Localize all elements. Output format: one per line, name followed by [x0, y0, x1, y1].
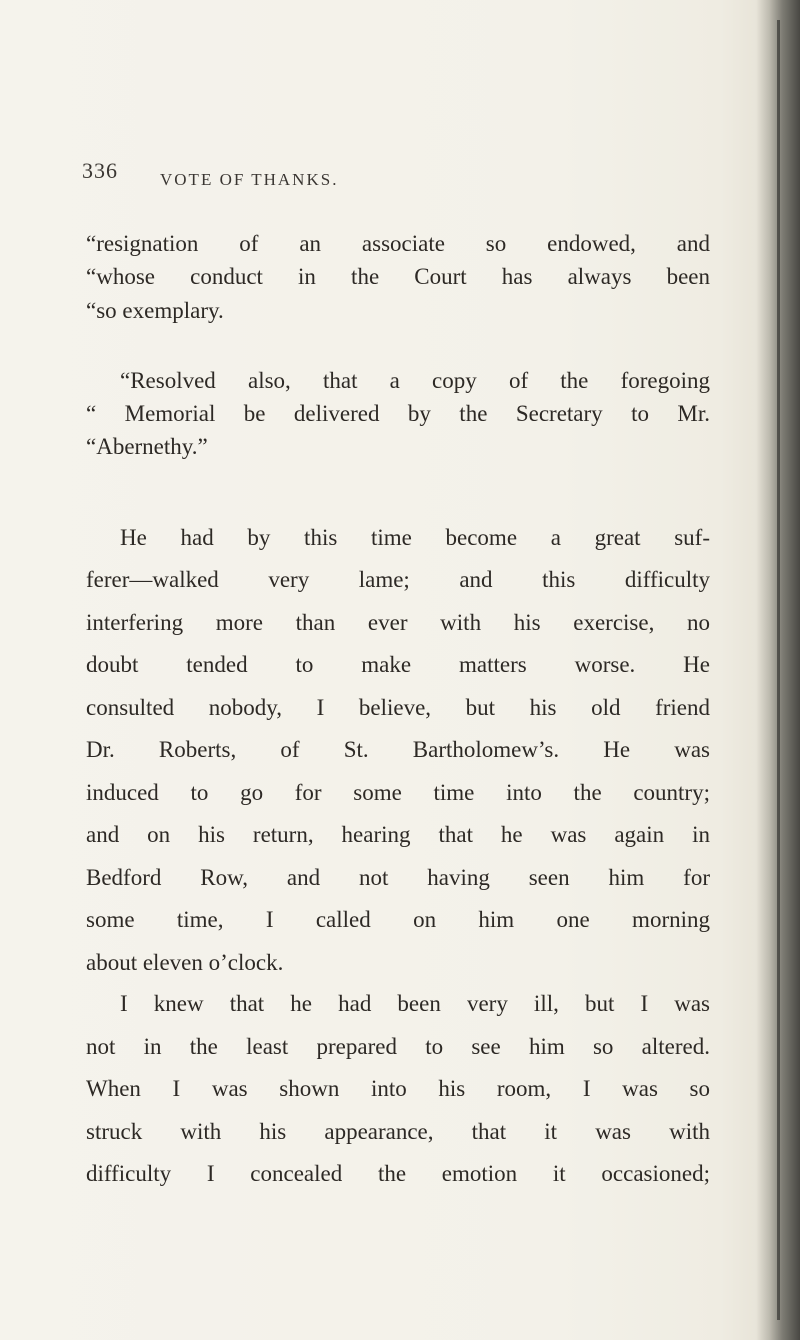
- text-line: “Resolved also, that a copy of the foregoing: [120, 368, 710, 393]
- text-line: some time, I called on him one morning: [86, 907, 710, 932]
- text-line: “Abernethy.”: [86, 434, 208, 459]
- text-line: “so exemplary.: [86, 298, 224, 323]
- text-line: I knew that he had been very ill, but I was: [120, 991, 710, 1016]
- text-line: “resignation of an associate so endowed, and: [86, 231, 710, 256]
- text-line: consulted nobody, I believe, but his old friend: [86, 695, 710, 720]
- text-line: Bedford Row, and not having seen him for: [86, 865, 710, 890]
- text-line: He had by this time become a great suf-: [120, 525, 710, 550]
- text-line: When I was shown into his room, I was so: [86, 1076, 710, 1101]
- text-line: induced to go for some time into the country;: [86, 780, 710, 805]
- text-line: “ Memorial be delivered by the Secretary to Mr.: [86, 401, 710, 426]
- text-line: and on his return, hearing that he was again in: [86, 822, 710, 847]
- text-line: not in the least prepared to see him so altered.: [86, 1034, 710, 1059]
- text-line: interfering more than ever with his exercise, no: [86, 610, 710, 635]
- text-line: Dr. Roberts, of St. Bartholomew’s. He was: [86, 737, 710, 762]
- running-title: VOTE OF THANKS.: [160, 170, 339, 189]
- text-line: struck with his appearance, that it was with: [86, 1119, 710, 1144]
- text-line: doubt tended to make matters worse. He: [86, 652, 710, 677]
- text-line: difficulty I concealed the emotion it occasioned;: [86, 1161, 710, 1186]
- text-line: “whose conduct in the Court has always been: [86, 264, 710, 289]
- text-line: about eleven o’clock.: [86, 950, 284, 975]
- page-number: 336: [82, 158, 118, 183]
- text-line: ferer—walked very lame; and this difficulty: [86, 567, 710, 592]
- page-edge-line: [777, 20, 780, 1320]
